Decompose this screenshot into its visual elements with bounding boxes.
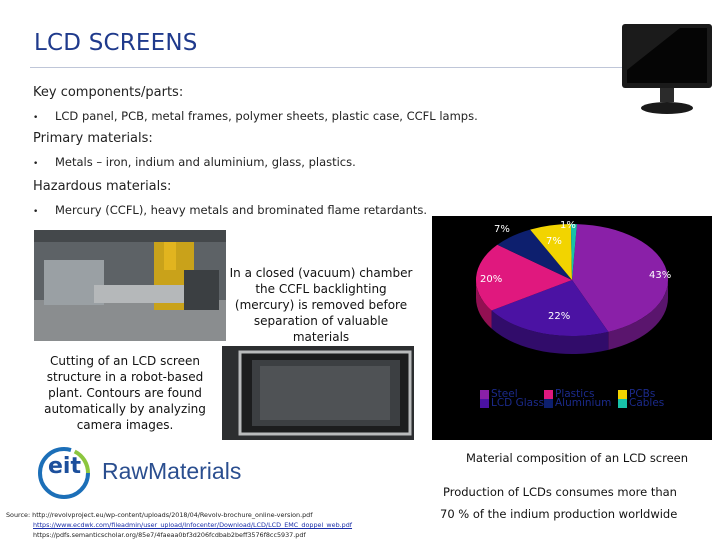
pie-label-aluminium: 7% [494, 224, 510, 235]
eit-rawmaterials-logo [34, 446, 264, 500]
primary-materials-text: Metals – iron, indium and aluminium, glass, plastics. [55, 155, 356, 169]
source-line-1 [6, 510, 312, 520]
slide-title: LCD SCREENS [34, 30, 198, 56]
key-components-heading: Key components/parts: [33, 85, 184, 100]
lcd-cutting-photo [222, 346, 414, 440]
pie-label-pcbs: 7% [546, 236, 562, 247]
legend-label: PCBs [629, 388, 656, 400]
pie-label-steel: 43% [649, 270, 672, 281]
hazardous-materials-item [33, 203, 427, 217]
logo-rawmaterials-text: RawMaterials [102, 458, 242, 484]
legend-item-aluminium [544, 397, 611, 409]
robot-cutting-caption: Cutting of an LCD screen structure in a robot-based plant. Contours are found automatically by analyzing camera images. [44, 354, 206, 432]
indium-note-line1: Production of LCDs consumes more than [443, 485, 677, 499]
robot-plant-photo [34, 230, 226, 341]
hazardous-materials-heading: Hazardous materials: [33, 179, 172, 194]
chart-caption: Material composition of an LCD screen [466, 451, 689, 465]
legend-swatch [618, 399, 627, 408]
hazardous-materials-text: Mercury (CCFL), heavy metals and brominated flame retardants. [55, 203, 428, 217]
bullet-marker: • [33, 113, 39, 123]
legend-label: Plastics [555, 388, 595, 400]
legend-item-lcd-glass [480, 397, 544, 409]
legend-item-cables [618, 397, 664, 409]
legend-label: Cables [629, 397, 665, 409]
source-url-2[interactable]: https://www.ecdwk.com/fileadmin/user_upload/Infocenter/Download/LCD/LCD_EMC_doppel_web.pdf [33, 521, 353, 529]
legend-label: LCD Glass [491, 397, 545, 409]
legend-swatch [544, 399, 553, 408]
bullet-marker: • [33, 207, 39, 217]
lcd-monitor-icon [620, 22, 714, 122]
source-url-1[interactable]: http://revolvproject.eu/wp-content/uploads/2018/04/Revolv-brochure_online-version.pdf [32, 511, 313, 519]
legend-label: Aluminium [555, 397, 612, 409]
title-divider [30, 67, 640, 68]
source-line-3 [33, 530, 306, 540]
indium-note-line2: 70 % of the indium production worldwide [440, 507, 678, 521]
legend-swatch [480, 399, 489, 408]
source-label: Source: [6, 511, 31, 519]
legend-label: Steel [491, 388, 518, 400]
source-url-3[interactable]: https://pdfs.semanticscholar.org/85e7/4faeaa0bf3d206fcdbab2beff3576f8cc5937.pdf [33, 531, 306, 539]
primary-materials-item [33, 155, 356, 169]
vacuum-chamber-caption: In a closed (vacuum) chamber the CCFL backlighting (mercury) is removed before separation of valuable materials [229, 266, 413, 344]
pie-label-lcd-glass: 22% [548, 311, 571, 322]
pie-label-plastics: 20% [480, 274, 503, 285]
key-components-item [33, 109, 478, 123]
pie-label-cables: 1% [560, 220, 576, 231]
source-line-2 [33, 520, 352, 530]
material-pie-chart [432, 216, 712, 440]
logo-eit-text: eit [48, 454, 81, 479]
key-components-text: LCD panel, PCB, metal frames, polymer sheets, plastic case, CCFL lamps. [55, 109, 478, 123]
primary-materials-heading: Primary materials: [33, 131, 153, 146]
bullet-marker: • [33, 159, 39, 169]
